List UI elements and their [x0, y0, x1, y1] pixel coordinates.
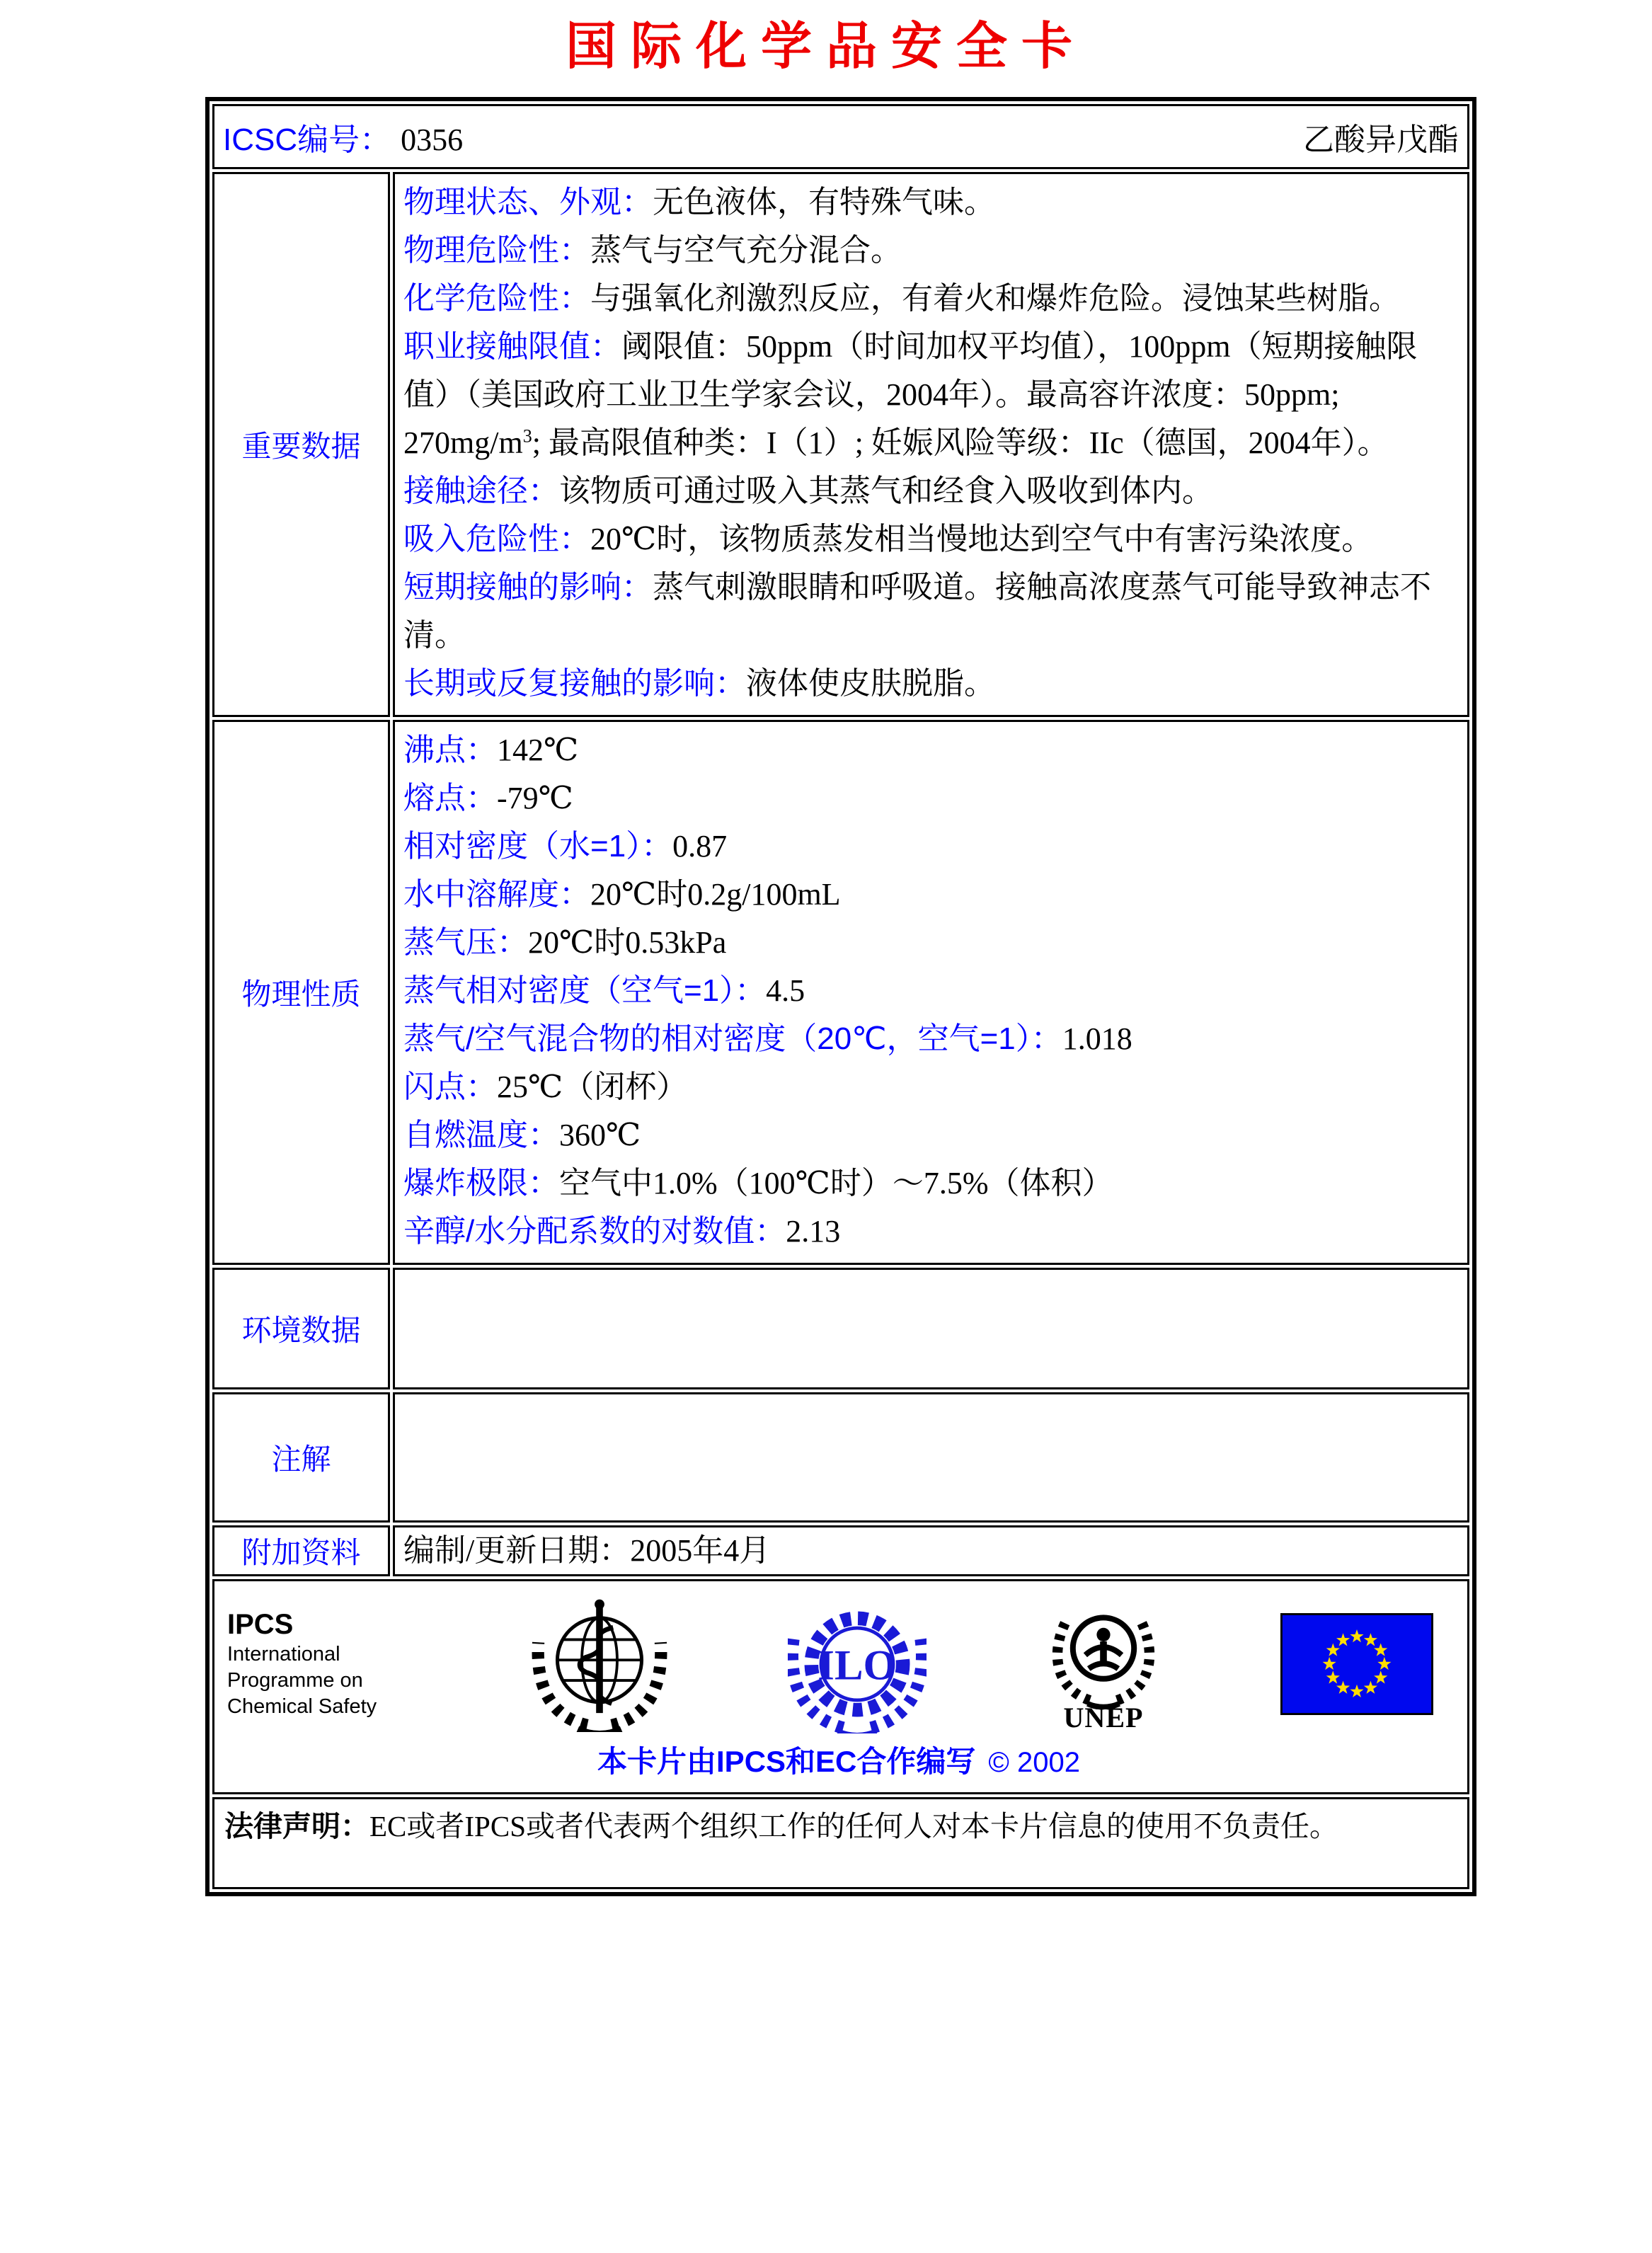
ipcs-acronym: IPCS: [227, 1609, 294, 1641]
ilo-letters: ILO: [818, 1641, 897, 1690]
property-line: 长期或反复接触的影响：液体使皮肤脱脂。: [403, 665, 995, 701]
property-line: 物理状态、外观：无色液体，有特殊气味。: [403, 184, 995, 219]
section-label-notes: 注解: [212, 1392, 390, 1523]
property-line: 接触途径：该物质可通过吸入其蒸气和经食入吸收到体内。: [403, 473, 1213, 508]
eu-flag-icon: [1280, 1613, 1433, 1715]
property-line: 水中溶解度：20℃时0.2g/100mL: [403, 876, 841, 912]
legal-notice-label: 法律声明：: [224, 1809, 369, 1842]
section-content-additional-info: [393, 1525, 1469, 1576]
important-data-row: [212, 172, 1469, 717]
property-line: 蒸气压：20℃时0.53kPa: [403, 924, 727, 960]
ipcs-text-block: [227, 1607, 411, 1720]
icsc-number-group: [223, 114, 463, 159]
legal-notice-cell: [212, 1797, 1469, 1889]
property-line: 自燃温度：360℃: [403, 1117, 641, 1152]
property-line: 吸入危险性：20℃时，该物质蒸发相当慢地达到空气中有害污染浓度。: [403, 521, 1373, 556]
ipcs-name-line1: International: [227, 1643, 340, 1666]
card-header-cell: [212, 104, 1469, 169]
cooperation-caption: [227, 1744, 1450, 1780]
property-line: 相对密度（水=1）：0.87: [403, 828, 728, 864]
logos-cell: [212, 1579, 1469, 1794]
property-line: 闪点：25℃（闭杯）: [403, 1069, 688, 1104]
section-content-physical-properties: [393, 720, 1469, 1265]
section-content-environmental-data: [393, 1268, 1469, 1389]
section-label-physical-properties: 物理性质: [212, 720, 390, 1265]
ipcs-name-line2: Programme on: [227, 1669, 363, 1692]
unep-logo-icon: [1047, 1596, 1160, 1709]
who-logo-icon: [532, 1596, 667, 1732]
additional-info-row: [212, 1525, 1469, 1576]
icsc-card-table: [205, 97, 1476, 1896]
legal-notice-row: [212, 1797, 1469, 1889]
card-header-row: [212, 104, 1469, 169]
chemical-name: 乙酸异戊酯: [1303, 122, 1459, 157]
ilo-logo-icon: [788, 1595, 927, 1733]
property-line: 蒸气相对密度（空气=1）：4.5: [403, 973, 805, 1008]
environmental-data-row: [212, 1268, 1469, 1389]
section-label-additional-info: 附加资料: [212, 1525, 390, 1576]
page-title: 国际化学品安全卡: [565, 16, 1086, 76]
section-label-environmental-data: 环境数据: [212, 1268, 390, 1389]
property-line: 蒸气/空气混合物的相对密度（20℃，空气=1）：1.018: [403, 1021, 1132, 1056]
copyright-text: © 2002: [988, 1746, 1080, 1778]
legal-notice-text: EC或者IPCS或者代表两个组织工作的任何人对本卡片信息的使用不负责任。: [369, 1809, 1338, 1842]
cooperation-caption-text: 本卡片由IPCS和EC合作编写: [597, 1744, 976, 1778]
property-line: 熔点：-79℃: [403, 780, 573, 815]
physical-properties-row: [212, 720, 1469, 1265]
property-line: 辛醇/水分配系数的对数值：2.13: [403, 1213, 841, 1249]
notes-row: [212, 1392, 1469, 1523]
unep-letters: UNEP: [1063, 1701, 1144, 1733]
property-line: 物理危险性：蒸气与空气充分混合。: [403, 232, 902, 268]
property-line: 编制/更新日期：2005年4月: [403, 1532, 771, 1568]
ipcs-name-line3: Chemical Safety: [227, 1695, 377, 1719]
property-line: 短期接触的影响：蒸气刺激眼睛和呼吸道。接触高浓度蒸气可能导致神志不清。: [403, 569, 1431, 653]
property-line: 爆炸极限：空气中1.0%（100℃时）～7.5%（体积）: [403, 1165, 1113, 1200]
section-content-important-data: [393, 172, 1469, 717]
unep-logo-block: [1047, 1596, 1160, 1732]
icsc-number-value: 0356: [401, 122, 464, 157]
section-content-notes: [393, 1392, 1469, 1523]
property-line: 职业接触限值：阈限值：50ppm（时间加权平均值），100ppm（短期接触限值）（美国政府工业卫生学家会议，2004年）。最高容许浓度：50ppm; $270mg/m^3$; 最高限值种类：I（1）; 妊娠风险等级：IIc（德国，2004年）。: [403, 328, 1418, 460]
property-line: 沸点：142℃: [403, 732, 579, 767]
logos-row: [212, 1579, 1469, 1794]
property-line: 化学危险性：与强氧化剂激烈反应，有着火和爆炸危险。浸蚀某些树脂。: [403, 280, 1400, 316]
icsc-number-label: ICSC编号：: [223, 122, 391, 157]
section-label-important-data: 重要数据: [212, 172, 390, 717]
